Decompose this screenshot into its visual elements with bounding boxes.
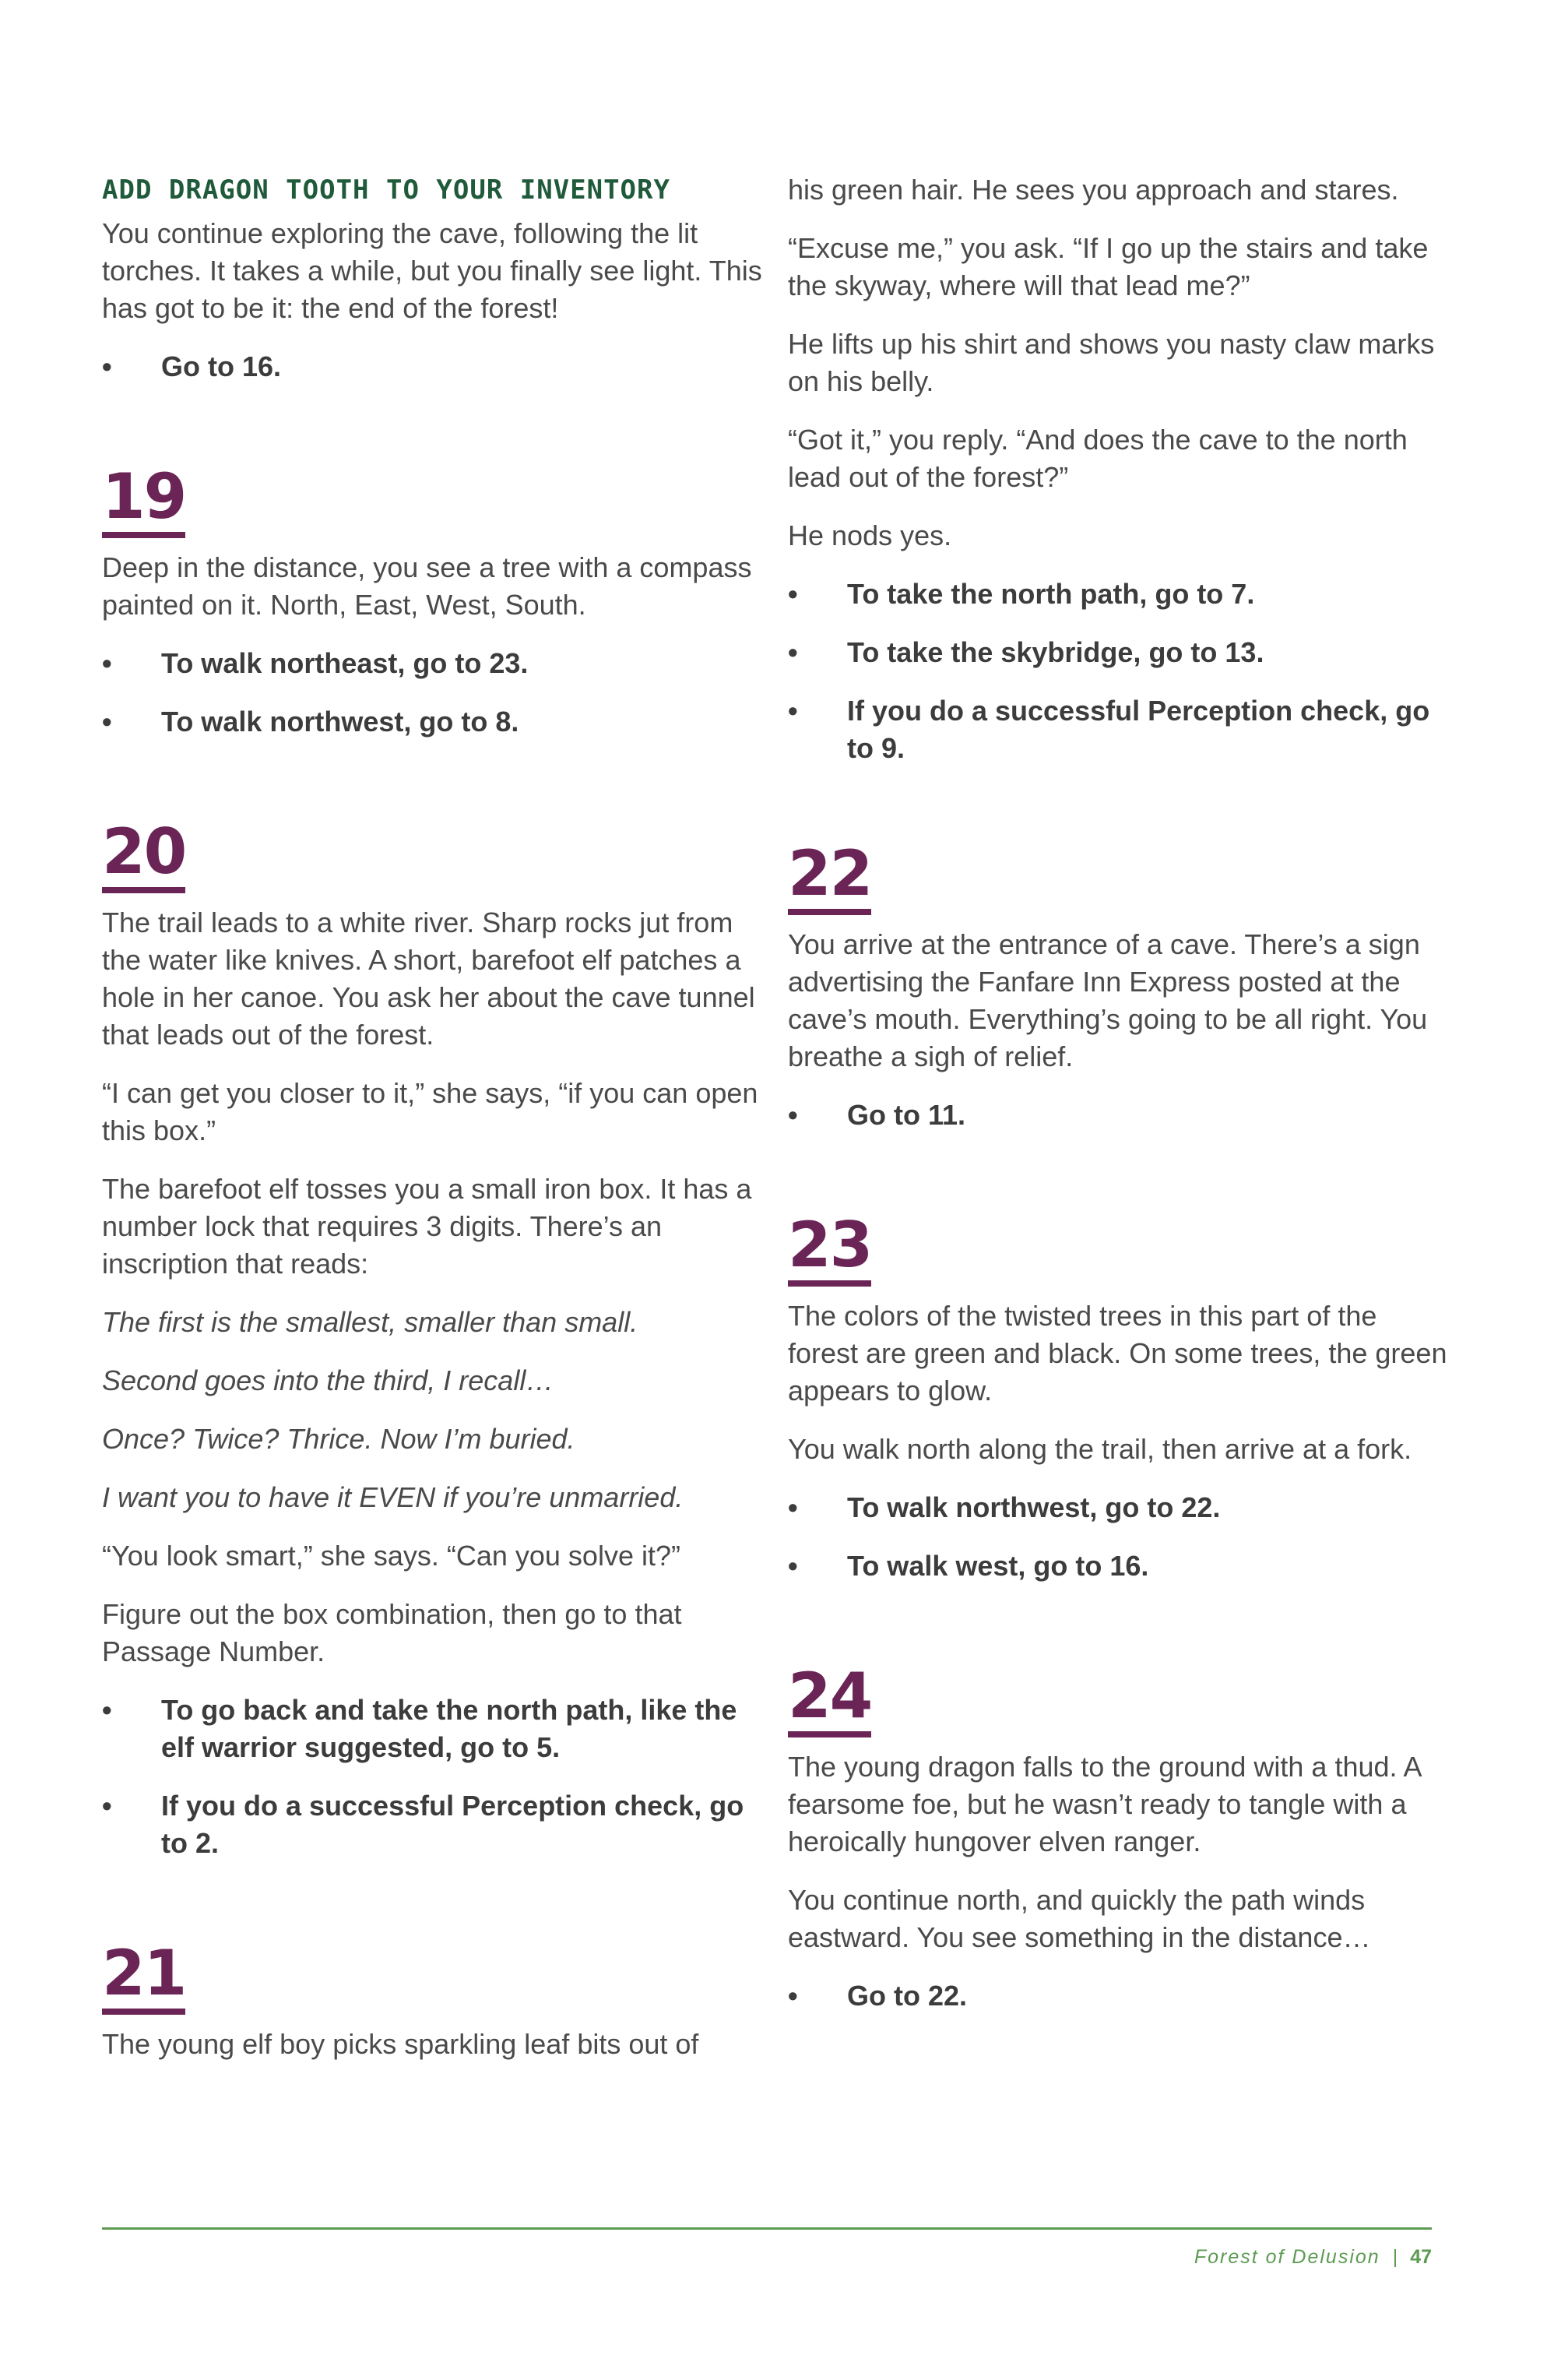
- passage-paragraph: The trail leads to a white river. Sharp rocks jut from the water like knives. A short, barefoot elf patches a hole in her canoe. You ask her about the cave tunnel that leads out of the forest.: [102, 907, 755, 1051]
- passage-paragraph: Figure out the box combination, then go to that Passage Number.: [102, 1598, 682, 1667]
- passage-paragraph: You walk north along the trail, then arrive at a fork.: [788, 1433, 1412, 1465]
- page-footer: [1194, 2246, 1432, 2269]
- passage-paragraph: The young dragon falls to the ground with a thud. A fearsome foe, but he wasn’t ready to tangle with a heroically hungover elven ranger.: [788, 1751, 1421, 1857]
- passage-20: [102, 815, 764, 1862]
- passage-paragraph: The young elf boy picks sparkling leaf bits out of: [102, 2028, 699, 2060]
- passage-choices: [788, 576, 1450, 767]
- riddle-line: Second goes into the third, I recall…: [102, 1364, 554, 1396]
- passage-number: 24: [788, 1663, 871, 1737]
- choice-item: • To walk northwest, go to 22.: [788, 1489, 1450, 1526]
- choice-item: • To walk northeast, go to 23.: [102, 645, 764, 682]
- passage-24: [788, 1660, 1450, 2015]
- right-column: [788, 171, 1450, 2036]
- passage-paragraph: The barefoot elf tosses you a small iron box. It has a number lock that requires 3 digits. There’s an inscription that reads:: [102, 1173, 752, 1280]
- choice-item: • To take the skybridge, go to 13.: [788, 634, 1450, 671]
- passage-choices: [102, 645, 764, 741]
- passage-paragraph: He nods yes.: [788, 519, 952, 551]
- intro-choices: [102, 348, 764, 386]
- riddle-line: I want you to have it EVEN if you’re unmarried.: [102, 1481, 684, 1513]
- choice-item: • If you do a successful Perception check, go to 2.: [102, 1787, 764, 1862]
- passage-paragraph: “I can get you closer to it,” she says, “if you can open this box.”: [102, 1077, 758, 1146]
- passage-paragraph: He lifts up his shirt and shows you nasty claw marks on his belly.: [788, 328, 1435, 397]
- passage-choices: [788, 1489, 1450, 1585]
- passage-number: 21: [102, 1940, 185, 2015]
- choice-item: • To go back and take the north path, like the elf warrior suggested, go to 5.: [102, 1692, 764, 1766]
- passage-22: [788, 837, 1450, 1134]
- passage-21: [102, 1937, 764, 2063]
- choice-item: • To walk west, go to 16.: [788, 1547, 1450, 1585]
- passage-23: [788, 1209, 1450, 1585]
- passage-number: 22: [788, 840, 871, 915]
- riddle-line: The first is the smallest, smaller than small.: [102, 1306, 638, 1338]
- choice-item: • Go to 22.: [788, 1977, 1450, 2015]
- left-column: [102, 171, 764, 2084]
- passage-paragraph: Deep in the distance, you see a tree with a compass painted on it. North, East, West, South.: [102, 551, 752, 621]
- passage-choices: [788, 1977, 1450, 2015]
- passage-paragraph: You continue north, and quickly the path winds eastward. You see something in the distance…: [788, 1884, 1371, 1953]
- choice-item: • To take the north path, go to 7.: [788, 576, 1450, 613]
- passage-paragraph: “Excuse me,” you ask. “If I go up the stairs and take the skyway, where will that lead me?”: [788, 232, 1429, 301]
- inventory-heading: ADD DRAGON TOOTH TO YOUR INVENTORY: [102, 174, 670, 206]
- choice-item: • If you do a successful Perception check, go to 9.: [788, 692, 1450, 767]
- passage-choices: [788, 1097, 1450, 1134]
- choice-item: • Go to 11.: [788, 1097, 1450, 1134]
- passage-number: 23: [788, 1212, 871, 1287]
- intro-paragraph: You continue exploring the cave, following the lit torches. It takes a while, but you finally see light. This has got to be it: the end of the forest!: [102, 217, 762, 324]
- passage-paragraph: his green hair. He sees you approach and stares.: [788, 174, 1399, 206]
- choice-item: • To walk northwest, go to 8.: [102, 703, 764, 741]
- passage-19: [102, 460, 764, 741]
- footer-separator: |: [1392, 2246, 1398, 2268]
- choice-item: • Go to 16.: [102, 348, 764, 386]
- passage-number: 20: [102, 819, 185, 893]
- footer-divider: [102, 2227, 1432, 2230]
- passage-choices: [102, 1692, 764, 1862]
- passage-number: 19: [102, 463, 185, 538]
- footer-book-title: Forest of Delusion: [1194, 2246, 1380, 2268]
- riddle-line: Once? Twice? Thrice. Now I’m buried.: [102, 1423, 575, 1455]
- page-number: 47: [1410, 2246, 1432, 2268]
- passage-paragraph: The colors of the twisted trees in this part of the forest are green and black. On some trees, the green appears to glow.: [788, 1300, 1447, 1407]
- passage-paragraph: You arrive at the entrance of a cave. There’s a sign advertising the Fanfare Inn Express posted at the cave’s mouth. Everything’s going to be all right. You breathe a sigh of relief.: [788, 928, 1428, 1072]
- passage-paragraph: “Got it,” you reply. “And does the cave to the north lead out of the forest?”: [788, 424, 1408, 493]
- passage-paragraph: “You look smart,” she says. “Can you solve it?”: [102, 1540, 680, 1572]
